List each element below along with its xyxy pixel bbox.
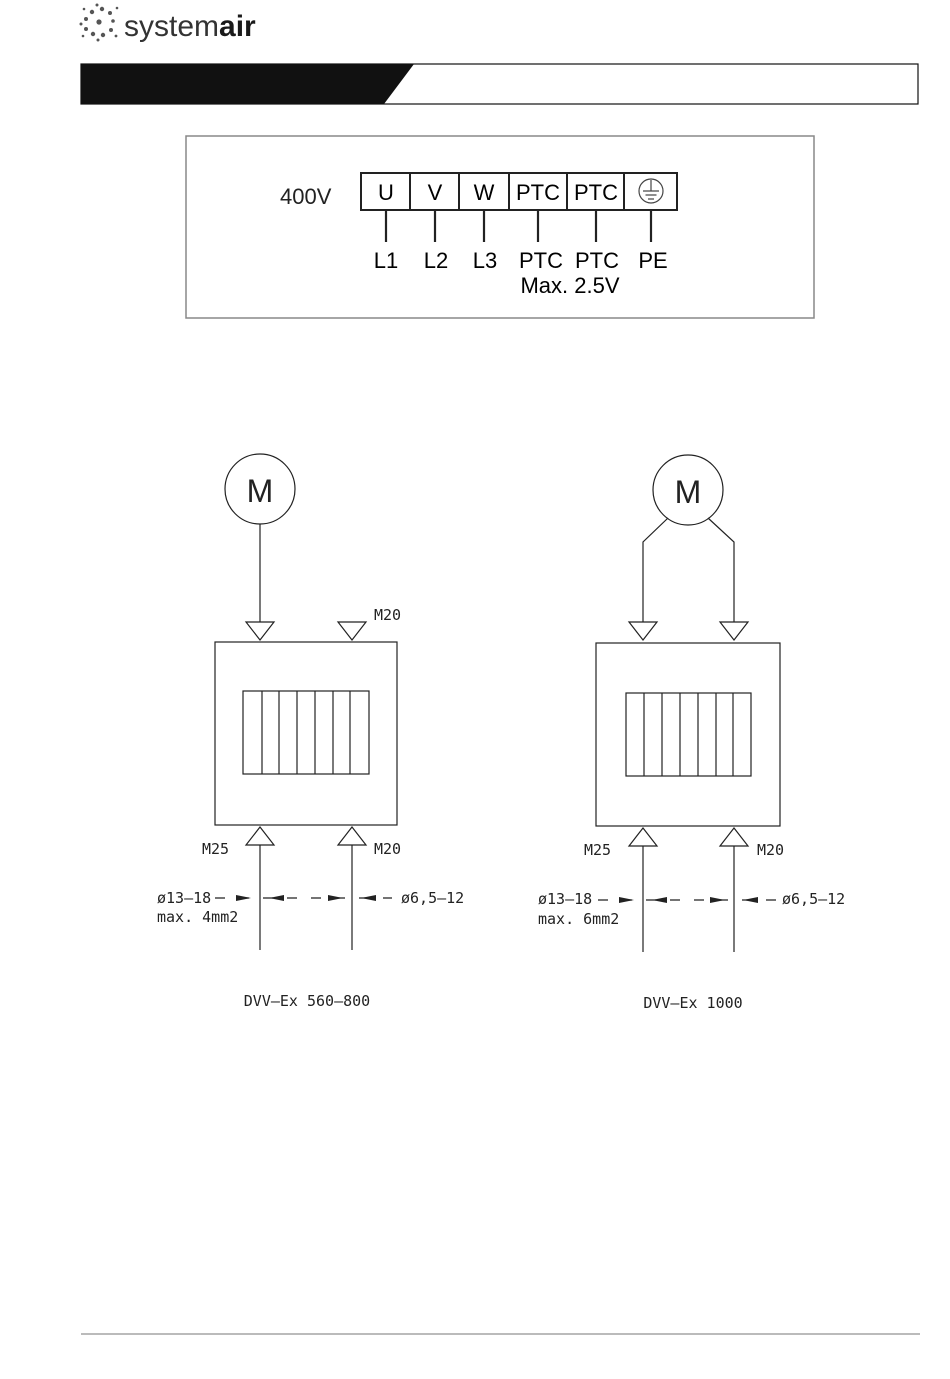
- lead-ptc-1: PTC: [519, 248, 563, 273]
- dimension-arrow-icon: [619, 897, 634, 903]
- lead-pe: PE: [638, 248, 668, 273]
- terminal-strip: [243, 691, 369, 774]
- outlet-arrow-icon: [246, 827, 274, 845]
- cable-diameter-right: ø6,5–12: [782, 890, 846, 908]
- diagram-caption: DVV–Ex 1000: [643, 994, 743, 1012]
- gland-label-m25: M25: [202, 840, 230, 858]
- lead-l1: L1: [373, 248, 399, 273]
- motor-label: M: [674, 474, 702, 510]
- max-voltage-note: Max. 2.5V: [520, 273, 620, 298]
- logo-text-system: system: [124, 10, 220, 43]
- dimension-arrow-icon: [710, 897, 725, 903]
- cable-max-left: max. 4mm2: [157, 908, 239, 926]
- junction-box: [596, 643, 780, 826]
- terminal-panel: [186, 136, 814, 318]
- dimension-arrow-icon: [236, 895, 251, 901]
- cable-diameter-left: ø13–18: [157, 889, 212, 907]
- gland-label-m20: M20: [757, 841, 785, 859]
- terminal-w: W: [473, 180, 495, 205]
- lead-ptc-2: PTC: [575, 248, 619, 273]
- dimension-arrow-icon: [328, 895, 343, 901]
- lead-l2: L2: [423, 248, 449, 273]
- lead-l3: L3: [472, 248, 498, 273]
- inlet-arrow-icon: [629, 622, 657, 640]
- dimension-arrow-icon: [361, 895, 376, 901]
- gland-label-top: M20: [374, 606, 402, 624]
- terminal-ptc-1: PTC: [516, 180, 560, 205]
- header-bar: [81, 64, 918, 104]
- gland-label-m25: M25: [584, 841, 612, 859]
- diagram-1000: [596, 455, 780, 952]
- terminal-strip: [626, 693, 751, 776]
- svg-text:systemair: [124, 10, 256, 43]
- dimension-arrow-icon: [743, 897, 758, 903]
- diagram-560-800: [215, 454, 397, 950]
- dimension-arrow-icon: [269, 895, 284, 901]
- terminal-u: U: [378, 180, 394, 205]
- systemair-logo: [80, 4, 257, 44]
- terminal-ptc-2: PTC: [574, 180, 618, 205]
- header-bar-fill: [81, 64, 414, 104]
- dimension-arrow-icon: [652, 897, 667, 903]
- junction-box: [215, 642, 397, 825]
- inlet-arrow-icon: [720, 622, 748, 640]
- cable-diameter-left: ø13–18: [538, 890, 593, 908]
- logo-text-air: air: [219, 10, 256, 43]
- terminal-v: V: [427, 180, 443, 205]
- outlet-arrow-icon: [338, 827, 366, 845]
- outlet-arrow-icon: [720, 828, 748, 846]
- diagram-caption: DVV–Ex 560–800: [243, 992, 371, 1010]
- inlet-arrow-icon: [246, 622, 274, 640]
- logo-dots-icon: [80, 4, 119, 42]
- inlet-arrow-icon: [338, 622, 366, 640]
- gland-label-m20: M20: [374, 840, 402, 858]
- cable-diameter-right: ø6,5–12: [401, 889, 465, 907]
- outlet-arrow-icon: [629, 828, 657, 846]
- voltage-label: 400V: [280, 184, 332, 209]
- cable-max-left: max. 6mm2: [538, 910, 620, 928]
- motor-label: M: [246, 473, 274, 509]
